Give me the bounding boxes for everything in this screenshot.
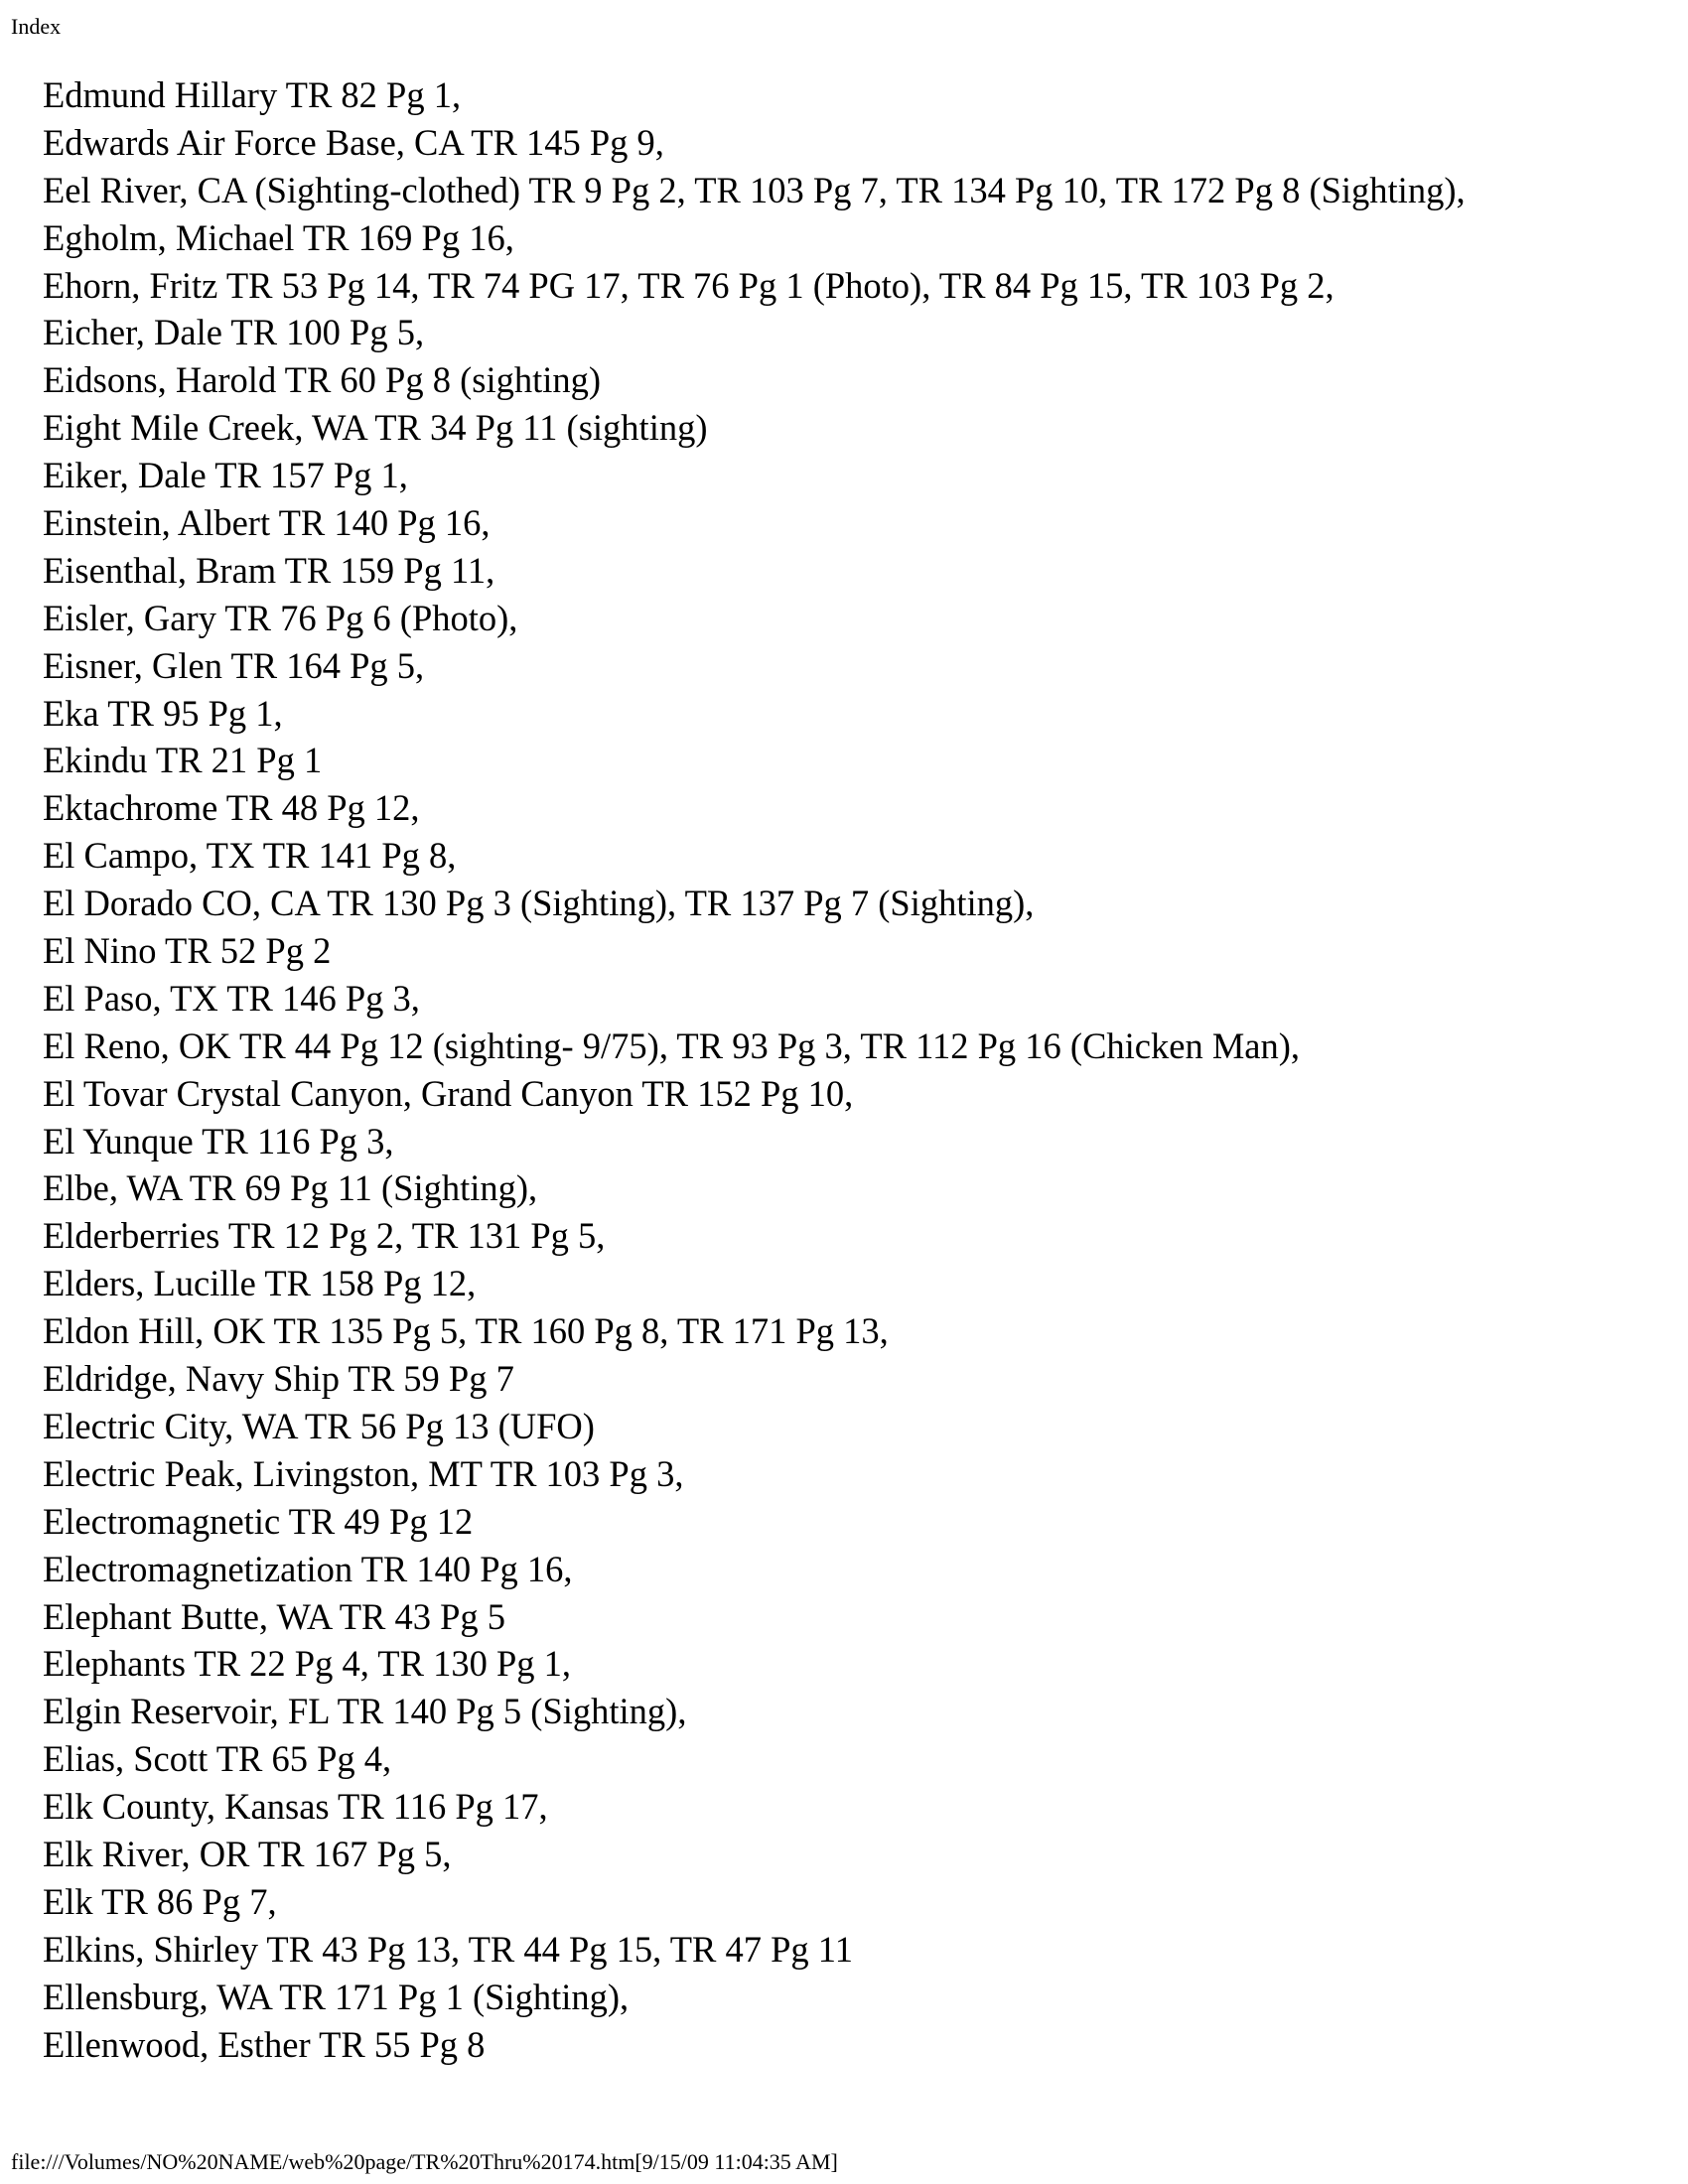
index-entry: Ellensburg, WA TR 171 Pg 1 (Sighting), (43, 1976, 630, 2017)
index-entry: El Reno, OK TR 44 Pg 12 (sighting- 9/75), TR 93 Pg 3, TR 112 Pg 16 (Chicken Man), (43, 1024, 1301, 1066)
index-entry: Elk County, Kansas TR 116 Pg 17, (43, 1786, 548, 1828)
index-entry: Eisenthal, Bram TR 159 Pg 11, (43, 549, 495, 591)
index-entry: El Tovar Crystal Canyon, Grand Canyon TR 152 Pg 10, (43, 1072, 854, 1114)
index-entry: Eisler, Gary TR 76 Pg 6 (Photo), (43, 597, 518, 638)
index-entry: Edwards Air Force Base, CA TR 145 Pg 9, (43, 121, 664, 163)
index-entry: Elephant Butte, WA TR 43 Pg 5 (43, 1595, 506, 1637)
index-entry: Electromagnetization TR 140 Pg 16, (43, 1548, 573, 1589)
index-entry: El Paso, TX TR 146 Pg 3, (43, 977, 420, 1019)
index-entry: Electric Peak, Livingston, MT TR 103 Pg 3, (43, 1452, 684, 1494)
page-title: Index (11, 14, 62, 39)
index-entry: Elders, Lucille TR 158 Pg 12, (43, 1263, 477, 1304)
index-entry: Eel River, CA (Sighting-clothed) TR 9 Pg 2, TR 103 Pg 7, TR 134 Pg 10, TR 172 Pg 8 (Sighting), (43, 169, 1466, 210)
index-entry: Elias, Scott TR 65 Pg 4, (43, 1738, 392, 1780)
index-entry: Eldridge, Navy Ship TR 59 Pg 7 (43, 1358, 514, 1400)
index-entry: Einstein, Albert TR 140 Pg 16, (43, 502, 491, 544)
page-footer-source: file:///Volumes/NO%20NAME/web%20page/TR%20Thru%20174.htm[9/15/09 11:04:35 AM] (11, 2149, 838, 2174)
index-entry: Eka TR 95 Pg 1, (43, 692, 283, 734)
index-list (43, 71, 1671, 2068)
index-entry: Elgin Reservoir, FL TR 140 Pg 5 (Sighting), (43, 1691, 687, 1732)
index-entry: El Yunque TR 116 Pg 3, (43, 1120, 394, 1161)
index-entry: Edmund Hillary TR 82 Pg 1, (43, 74, 462, 115)
index-entry: Elk River, OR TR 167 Pg 5, (43, 1833, 452, 1874)
index-entry: Ektachrome TR 48 Pg 12, (43, 787, 420, 829)
index-entry: Eight Mile Creek, WA TR 34 Pg 11 (sighting) (43, 407, 708, 449)
index-entry: Egholm, Michael TR 169 Pg 16, (43, 216, 514, 258)
index-entry: El Campo, TX TR 141 Pg 8, (43, 835, 457, 877)
index-entry: Eidsons, Harold TR 60 Pg 8 (sighting) (43, 359, 602, 401)
index-entry: Elbe, WA TR 69 Pg 11 (Sighting), (43, 1167, 538, 1209)
index-entry: Elephants TR 22 Pg 4, TR 130 Pg 1, (43, 1643, 571, 1685)
index-entry: Eicher, Dale TR 100 Pg 5, (43, 312, 425, 353)
index-entry: Electric City, WA TR 56 Pg 13 (UFO) (43, 1405, 595, 1446)
index-entry: Ehorn, Fritz TR 53 Pg 14, TR 74 PG 17, TR 76 Pg 1 (Photo), TR 84 Pg 15, TR 103 Pg 2, (43, 264, 1335, 306)
index-entry: El Nino TR 52 Pg 2 (43, 930, 332, 972)
index-entry: Ekindu TR 21 Pg 1 (43, 740, 323, 781)
index-entry: Ellenwood, Esther TR 55 Pg 8 (43, 2023, 486, 2065)
index-entry: Eiker, Dale TR 157 Pg 1, (43, 455, 408, 496)
index-entry: El Dorado CO, CA TR 130 Pg 3 (Sighting), TR 137 Pg 7 (Sighting), (43, 883, 1035, 924)
index-entry: Elkins, Shirley TR 43 Pg 13, TR 44 Pg 15, TR 47 Pg 11 (43, 1928, 853, 1970)
index-entry: Eldon Hill, OK TR 135 Pg 5, TR 160 Pg 8, TR 171 Pg 13, (43, 1310, 889, 1352)
index-entry: Elk TR 86 Pg 7, (43, 1880, 277, 1922)
index-entry: Elderberries TR 12 Pg 2, TR 131 Pg 5, (43, 1215, 606, 1257)
index-entry: Eisner, Glen TR 164 Pg 5, (43, 644, 425, 686)
index-entry: Electromagnetic TR 49 Pg 12 (43, 1500, 474, 1542)
